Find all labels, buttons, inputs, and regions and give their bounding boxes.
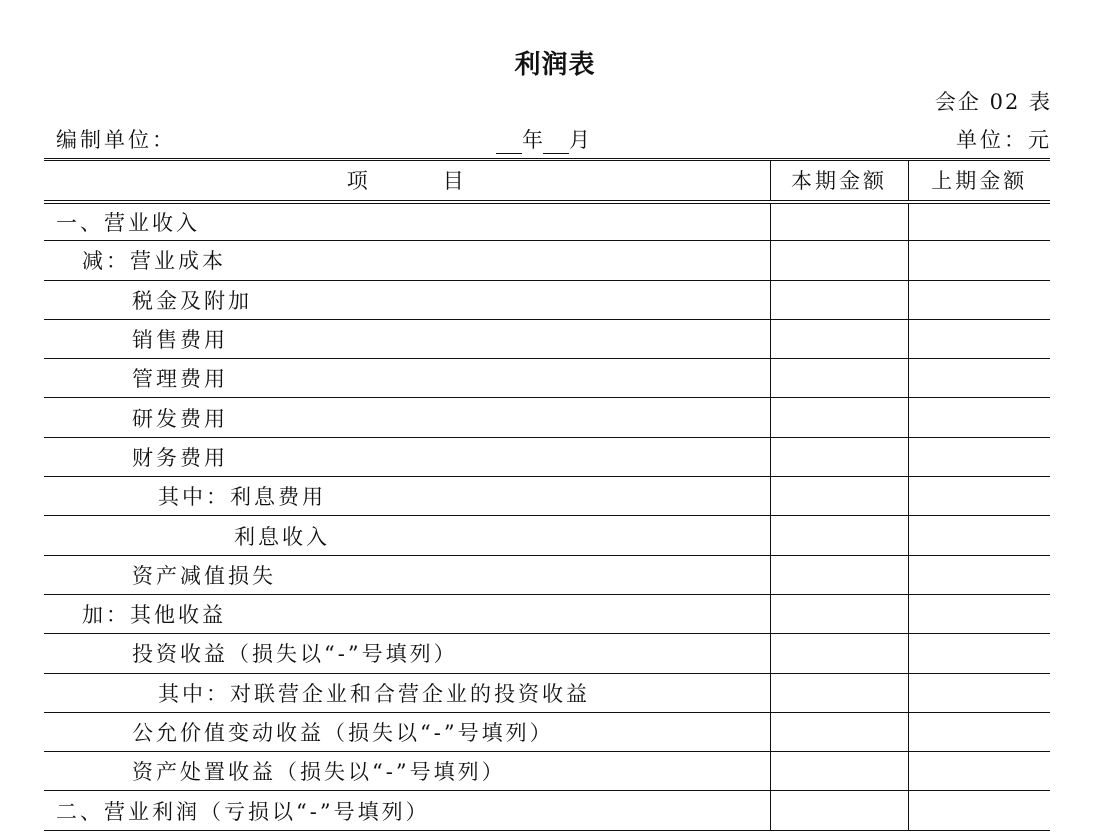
row-label: 一、营业收入: [44, 202, 770, 241]
month-blank[interactable]: [543, 131, 569, 154]
row-label: 财务费用: [44, 437, 770, 476]
column-header-item: 项 目: [44, 160, 770, 202]
row-label: 投资收益（损失以“-”号填列）: [44, 634, 770, 673]
year-label: 年: [522, 128, 543, 152]
income-statement-table: [44, 158, 1050, 831]
table-row: [44, 202, 1050, 241]
column-header-previous: 上期金额: [908, 160, 1050, 202]
row-label: 减：营业成本: [44, 241, 770, 280]
previous-amount-cell[interactable]: [908, 752, 1050, 791]
income-statement-table-wrapper: [44, 158, 1050, 831]
table-row: [44, 477, 1050, 516]
table-row: [44, 516, 1050, 555]
table-row: [44, 280, 1050, 319]
current-amount-cell[interactable]: [770, 634, 908, 673]
table-header-row: [44, 160, 1050, 202]
table-row: [44, 594, 1050, 633]
current-amount-cell[interactable]: [770, 359, 908, 398]
current-amount-cell[interactable]: [770, 319, 908, 358]
table-row: [44, 398, 1050, 437]
row-label: 管理费用: [44, 359, 770, 398]
previous-amount-cell[interactable]: [908, 280, 1050, 319]
previous-amount-cell[interactable]: [908, 791, 1050, 830]
table-row: [44, 319, 1050, 358]
previous-amount-cell[interactable]: [908, 555, 1050, 594]
unit-label: 单位：元: [956, 128, 1052, 152]
current-amount-cell[interactable]: [770, 594, 908, 633]
table-row: [44, 673, 1050, 712]
row-label: 税金及附加: [44, 280, 770, 319]
previous-amount-cell[interactable]: [908, 673, 1050, 712]
row-label: 其中：对联营企业和合营企业的投资收益: [44, 673, 770, 712]
table-row: [44, 634, 1050, 673]
period-field: [496, 124, 590, 154]
current-amount-cell[interactable]: [770, 437, 908, 476]
table-row: [44, 752, 1050, 791]
table-row: [44, 437, 1050, 476]
year-blank[interactable]: [496, 131, 522, 154]
current-amount-cell[interactable]: [770, 791, 908, 830]
current-amount-cell[interactable]: [770, 202, 908, 241]
row-label: 研发费用: [44, 398, 770, 437]
current-amount-cell[interactable]: [770, 398, 908, 437]
previous-amount-cell[interactable]: [908, 437, 1050, 476]
page-title: 利润表: [514, 50, 596, 80]
previous-amount-cell[interactable]: [908, 319, 1050, 358]
row-label: 公允价值变动收益（损失以“-”号填列）: [44, 712, 770, 751]
form-code: 会企 02 表: [934, 90, 1052, 114]
row-label: 销售费用: [44, 319, 770, 358]
previous-amount-cell[interactable]: [908, 634, 1050, 673]
prepared-by-label: 编制单位：: [56, 128, 176, 152]
previous-amount-cell[interactable]: [908, 712, 1050, 751]
table-row: [44, 712, 1050, 751]
table-row: [44, 555, 1050, 594]
row-label: 其中：利息费用: [44, 477, 770, 516]
previous-amount-cell[interactable]: [908, 359, 1050, 398]
row-label: 二、营业利润（亏损以“-”号填列）: [44, 791, 770, 830]
current-amount-cell[interactable]: [770, 516, 908, 555]
current-amount-cell[interactable]: [770, 712, 908, 751]
column-header-current: 本期金额: [770, 160, 908, 202]
previous-amount-cell[interactable]: [908, 202, 1050, 241]
current-amount-cell[interactable]: [770, 555, 908, 594]
current-amount-cell[interactable]: [770, 241, 908, 280]
row-label: 加：其他收益: [44, 594, 770, 633]
current-amount-cell[interactable]: [770, 752, 908, 791]
row-label: 资产处置收益（损失以“-”号填列）: [44, 752, 770, 791]
previous-amount-cell[interactable]: [908, 516, 1050, 555]
current-amount-cell[interactable]: [770, 477, 908, 516]
table-row: [44, 359, 1050, 398]
current-amount-cell[interactable]: [770, 280, 908, 319]
row-label: 利息收入: [44, 516, 770, 555]
previous-amount-cell[interactable]: [908, 477, 1050, 516]
month-label: 月: [569, 128, 590, 152]
previous-amount-cell[interactable]: [908, 241, 1050, 280]
previous-amount-cell[interactable]: [908, 594, 1050, 633]
row-label: 资产减值损失: [44, 555, 770, 594]
table-row: [44, 791, 1050, 830]
table-row: [44, 241, 1050, 280]
current-amount-cell[interactable]: [770, 673, 908, 712]
previous-amount-cell[interactable]: [908, 398, 1050, 437]
